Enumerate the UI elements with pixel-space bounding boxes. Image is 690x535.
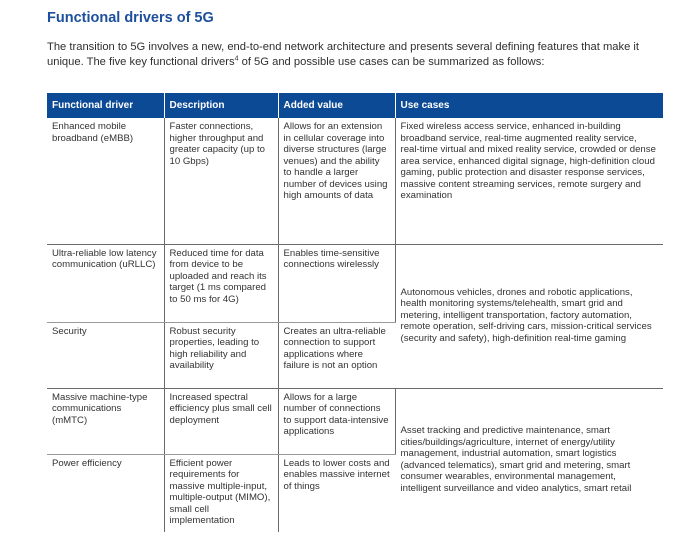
use-cases-cell: Fixed wireless access service, enhanced in-building broadband service, real-time augmented reality service, real-time virtual and mixed reality service, crowded or dense area service, enhanced digital signage, high-definition cloud gaming, public protection and disaster response services, massive content streaming services, remote surgery and examination	[395, 118, 663, 244]
added-value-cell: Leads to lower costs and enables massive internet of things	[283, 457, 390, 492]
use-cases-cell: Autonomous vehicles, drones and robotic applications, health monitoring systems/telehealth, smart grid and metering, intelligent transportation, factory automation, remote operation, self-driving cars, mission-critical services (security and safety), high-definition real-time gaming	[395, 244, 663, 388]
description-cell: Efficient power requirements for massive multiple-input, multiple-output (MIMO), small cell implementation	[164, 454, 278, 532]
header-description: Description	[164, 93, 278, 118]
intro-paragraph	[47, 40, 667, 69]
footnote-marker: 4	[234, 54, 239, 62]
header-functional-driver: Functional driver	[47, 93, 164, 118]
use-cases-cell: Asset tracking and predictive maintenance, smart cities/buildings/agriculture, internet of energy/utility management, industrial automation, smart logistics (advanced telematics), smart grid and metering, smart consumer wearables, environmental management, intelligent surveillance and video analytics, smart retail	[400, 425, 632, 494]
table-row	[47, 388, 663, 454]
driver-cell: Enhanced mobile broadband (eMBB)	[47, 118, 164, 244]
driver-cell: Massive machine-type communications (mMTC)	[47, 388, 164, 454]
description-cell: Robust security properties, leading to high reliability and availability	[164, 322, 278, 388]
description-cell: Faster connections, higher throughput and greater capacity (up to 10 Gbps)	[164, 118, 278, 244]
added-value-cell: Creates an ultra-reliable connection to support applications where failure is not an option	[278, 322, 395, 388]
added-value-cell: Enables time-sensitive connections wirelessly	[278, 244, 395, 322]
functional-drivers-table	[47, 93, 663, 532]
table-header-row	[47, 93, 663, 118]
driver-cell: Security	[47, 322, 164, 388]
table-row	[47, 244, 663, 322]
table-row	[47, 118, 663, 244]
added-value-cell: Allows for an extension in cellular coverage into diverse structures (large venues) and the ability to handle a larger number of devices using high amounts of data	[278, 118, 395, 244]
header-added-value: Added value	[278, 93, 395, 118]
section-title: Functional drivers of 5G	[47, 10, 214, 26]
driver-cell: Ultra-reliable low latency communication (uRLLC)	[47, 244, 164, 322]
intro-text-after: of 5G and possible use cases can be summarized as follows:	[238, 55, 545, 68]
driver-cell: Power efficiency	[47, 454, 164, 532]
added-value-cell: Allows for a large number of connections to support data-intensive applications	[278, 388, 395, 454]
description-cell: Increased spectral efficiency plus small cell deployment	[164, 388, 278, 454]
intro-text-before: The transition to 5G involves a new, end-to-end network architecture and presents several defining features that make it unique. The five key functional drivers	[47, 41, 640, 68]
header-use-cases: Use cases	[395, 93, 663, 118]
description-cell: Reduced time for data from device to be uploaded and reach its target (1 ms compared to 50 ms for 4G)	[164, 244, 278, 322]
